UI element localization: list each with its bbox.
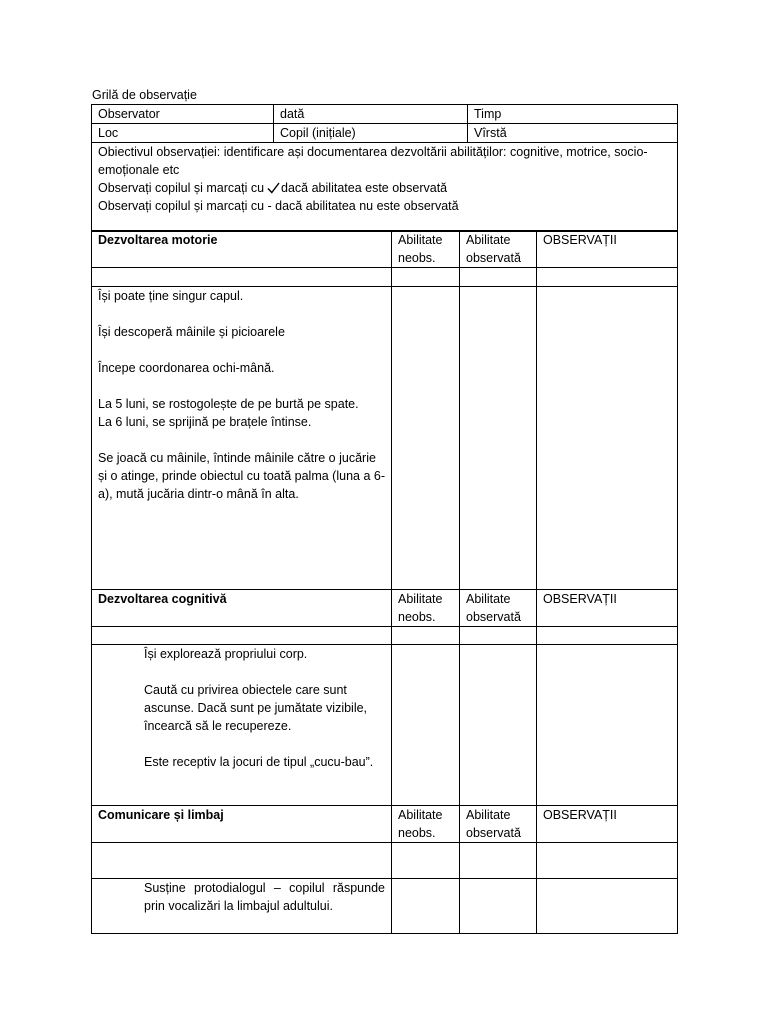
observations-cell[interactable] — [537, 645, 678, 806]
observation-table — [91, 230, 678, 934]
objective-cell — [92, 143, 678, 232]
check-mark-icon — [267, 182, 280, 194]
blank-cell[interactable] — [537, 268, 678, 287]
col-not-observed: Abilitate neobs. — [392, 231, 460, 268]
col-observations: OBSERVAȚII — [537, 806, 678, 843]
instruction-observed-after: dacă abilitatea este observată — [281, 181, 448, 195]
blank-cell[interactable] — [392, 843, 460, 879]
cognitive-item: Își explorează propriului corp. — [144, 647, 308, 661]
mark-observed-cell[interactable] — [460, 879, 537, 934]
objective-text: Obiectivul observației: identificare ași documentarea dezvoltării abilităților: cognitive, motrice, socio-emoționale etc — [98, 145, 648, 177]
section-title-cognitive: Dezvoltarea cognitivă — [92, 590, 392, 627]
col-observations: OBSERVAȚII — [537, 590, 678, 627]
motor-item: Începe coordonarea ochi-mână. — [98, 361, 275, 375]
mark-observed-cell[interactable] — [460, 287, 537, 590]
col-observed: Abilitate observată — [460, 590, 537, 627]
time-label[interactable]: Timp — [468, 105, 678, 124]
motor-item: La 5 luni, se rostogolește de pe burtă pe spate. — [98, 397, 359, 411]
header-table — [91, 104, 678, 232]
blank-cell[interactable] — [92, 843, 392, 879]
instruction-observed-before: Observați copilul și marcați cu — [98, 181, 265, 195]
mark-not-observed-cell[interactable] — [392, 645, 460, 806]
communication-item: Susține protodialogul – copilul răspunde prin vocalizări la limbajul adultului. — [144, 881, 385, 913]
communication-items-cell — [92, 879, 392, 934]
blank-cell[interactable] — [92, 268, 392, 287]
section-title-communication: Comunicare și limbaj — [92, 806, 392, 843]
observer-label[interactable]: Observator — [92, 105, 274, 124]
blank-cell[interactable] — [537, 843, 678, 879]
mark-not-observed-cell[interactable] — [392, 879, 460, 934]
date-label[interactable]: dată — [274, 105, 468, 124]
blank-cell[interactable] — [460, 843, 537, 879]
age-label[interactable]: Vîrstă — [468, 124, 678, 143]
motor-item: La 6 luni, se sprijină pe brațele întinse. — [98, 415, 312, 429]
place-label[interactable]: Loc — [92, 124, 274, 143]
col-observed: Abilitate observată — [460, 806, 537, 843]
instruction-observed — [98, 179, 671, 197]
blank-cell[interactable] — [392, 627, 460, 645]
blank-cell[interactable] — [537, 627, 678, 645]
col-observed: Abilitate observată — [460, 231, 537, 268]
section-title-motor: Dezvoltarea motorie — [92, 231, 392, 268]
cognitive-item: Caută cu privirea obiectele care sunt ascunse. Dacă sunt pe jumătate vizibile, încearcă să le recupereze. — [144, 683, 368, 733]
motor-items-cell — [92, 287, 392, 590]
blank-cell[interactable] — [460, 268, 537, 287]
instruction-not-observed: Observați copilul și marcați cu - dacă abilitatea nu este observată — [98, 199, 459, 213]
motor-item: Își poate ține singur capul. — [98, 289, 244, 303]
cognitive-item: Este receptiv la jocuri de tipul „cucu-bau”. — [144, 755, 374, 769]
col-not-observed: Abilitate neobs. — [392, 806, 460, 843]
blank-cell[interactable] — [460, 627, 537, 645]
mark-observed-cell[interactable] — [460, 645, 537, 806]
page-title: Grilă de observație — [92, 88, 197, 102]
col-not-observed: Abilitate neobs. — [392, 590, 460, 627]
motor-item: Își descoperă mâinile și picioarele — [98, 325, 285, 339]
blank-cell[interactable] — [392, 268, 460, 287]
col-observations: OBSERVAȚII — [537, 231, 678, 268]
observations-cell[interactable] — [537, 287, 678, 590]
mark-not-observed-cell[interactable] — [392, 287, 460, 590]
motor-item: Se joacă cu mâinile, întinde mâinile către o jucărie și o atinge, prinde obiectul cu toată palma (luna a 6-a), mută jucăria dintr-o mână în alta. — [98, 451, 385, 501]
observations-cell[interactable] — [537, 879, 678, 934]
blank-cell[interactable] — [92, 627, 392, 645]
child-initials-label[interactable]: Copil (inițiale) — [274, 124, 468, 143]
cognitive-items-cell — [92, 645, 392, 806]
